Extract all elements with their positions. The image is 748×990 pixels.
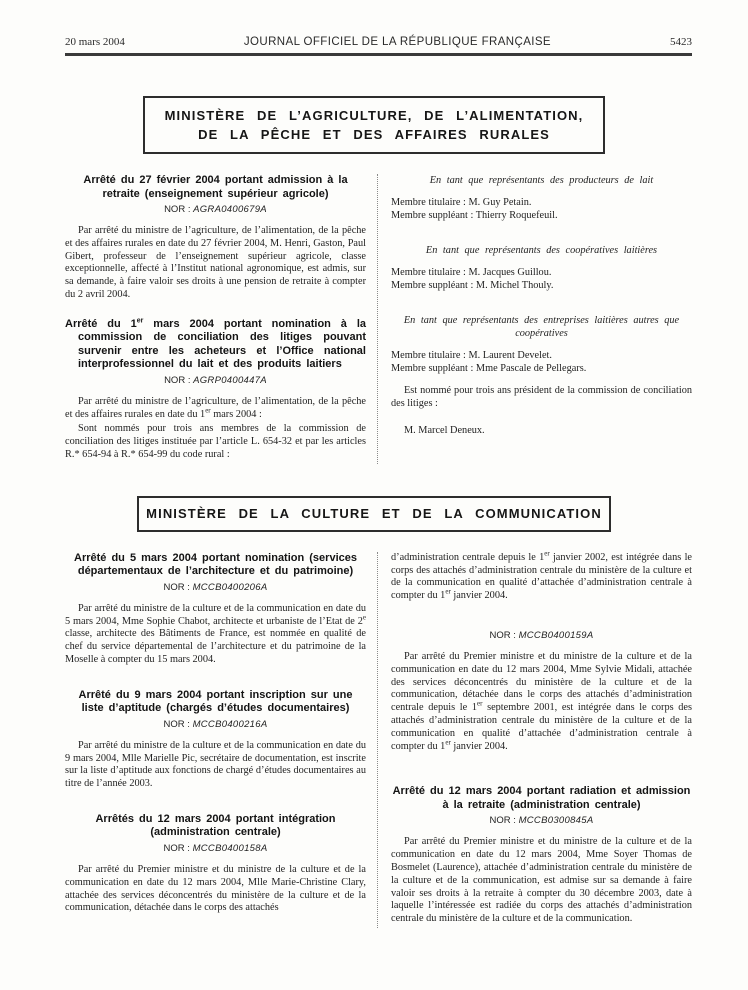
article-paragraph: Par arrêté du Premier ministre et du ministre de la culture et de la communication en date du 12 mars 2004, Mme Soyer Thomas de Bosmelet (Laurence), attachée d’administration centrale du ministère de la culture et de la communication, est admise sur sa demande à faire valoir ses droits à la retraite à compter du 30 décembre 2003, date à laquelle l’intéressée est radiée du corps des attachés d’administration centrale du ministère de la culture et de la communication. <box>391 836 692 925</box>
header-date: 20 mars 2004 <box>65 36 125 48</box>
article-radiation-retraite <box>391 785 692 926</box>
member-titulaire: Membre titulaire : M. Guy Petain. <box>391 197 532 208</box>
group-cooperatives-laitieres <box>391 244 692 292</box>
ministry-header-agriculture: MINISTÈRE DE L’AGRICULTURE, DE L’ALIMENTATION, DE LA PÊCHE ET DES AFFAIRES RURALES <box>143 96 605 154</box>
article-paragraph: Par arrêté du ministre de l’agriculture, de l’alimentation, de la pêche et des affaires rurales en date du 1er mars 2004 : <box>65 395 366 420</box>
header-rule <box>65 53 692 56</box>
journal-masthead: JOURNAL OFFICIEL DE LA RÉPUBLIQUE FRANÇAISE <box>243 36 551 48</box>
group-heading: En tant que représentants des producteurs de lait <box>429 175 654 186</box>
nor-code: MCCB0400158A <box>192 842 268 854</box>
nor-label: NOR : <box>163 581 190 593</box>
ministry-header-culture: MINISTÈRE DE LA CULTURE ET DE LA COMMUNICATION <box>137 496 611 532</box>
column-left <box>65 174 377 464</box>
spacer <box>391 292 692 314</box>
group-heading: En tant que représentants des coopératives laitières <box>425 245 658 256</box>
article-title: Arrêtés du 12 mars 2004 portant intégration (administration centrale) <box>95 812 336 839</box>
member-suppleant: Membre suppléant : Mme Pascale de Pellegars. <box>391 363 587 374</box>
member-titulaire: Membre titulaire : M. Jacques Guillou. <box>391 267 552 278</box>
nor-code: AGRP0400447A <box>193 374 267 386</box>
nor-line <box>65 375 366 387</box>
nor-line <box>65 719 366 731</box>
article-title: Arrêté du 27 février 2004 portant admission à la retraite (enseignement supérieur agricole) <box>83 174 348 200</box>
nor-label: NOR : <box>163 718 190 730</box>
nor-label: NOR : <box>164 374 191 386</box>
nor-line <box>391 815 692 827</box>
article-title: Arrêté du 12 mars 2004 portant radiation et admission à la retraite (administration centrale) <box>392 785 691 811</box>
spacer <box>391 222 692 244</box>
nor-code: MCCB0400159A <box>518 629 594 641</box>
article-title: Arrêté du 5 mars 2004 portant nomination (services départementaux de l’architecture et du patrimoine) <box>74 551 357 578</box>
group-producteurs-lait <box>391 174 692 222</box>
nor-line <box>65 582 366 594</box>
nor-line <box>391 630 692 642</box>
group-heading: En tant que représentants des entreprises laitières autres que coopératives <box>403 315 680 339</box>
article-nomination-sdap <box>65 552 366 667</box>
nor-label: NOR : <box>489 629 516 641</box>
nor-label: NOR : <box>489 815 516 827</box>
page-header <box>65 36 692 48</box>
article-paragraph: Par arrêté du ministre de la culture et de la communication en date du 9 mars 2004, Mlle Marielle Pic, secrétaire de documentation, est inscrite sur la liste d’aptitude aux fonctions de chargé d’études documentaires au titre de l’année 2003. <box>65 739 366 790</box>
section-agriculture <box>65 174 692 464</box>
member-titulaire: Membre titulaire : M. Laurent Develet. <box>391 350 552 361</box>
article-paragraph-continuation: d’administration centrale depuis le 1er janvier 2002, est intégrée dans le corps des attachés d’administration centrale du ministère de la culture et de la communication en qualité d’attachée d’administration centrale à compter du 1er janvier 2004. <box>391 549 692 602</box>
column-left <box>65 552 377 928</box>
section-culture <box>65 549 692 928</box>
article-retraite-agricole <box>65 174 366 302</box>
column-right <box>378 549 692 928</box>
president-closing: Est nommé pour trois ans président de la commission de conciliation des litiges : <box>391 385 692 409</box>
article-paragraph: Par arrêté du Premier ministre et du ministre de la culture et de la communication en date du 12 mars 2004, Mlle Marie-Christine Clary, attachée des services déconcentrés du ministère de la culture et de la communication, détachée dans le corps des attachés <box>65 863 366 914</box>
nor-code: MCCB0300845A <box>518 815 594 827</box>
article-paragraph: Par arrêté du ministre de l’agriculture, de l’alimentation, de la pêche et des affaires rurales en date du 27 février 2004, M. Henri, Gaston, Paul Gibert, professeur de l’enseignement supérieur agricole, classe exceptionnelle, affecté à l’Institut national agronomique, est admis, sur sa demande, à faire valoir ses droits à une pension de retraite à compter du 2 avril 2004. <box>65 225 366 300</box>
article-title: Arrêté du 9 mars 2004 portant inscription sur une liste d’aptitude (chargés d’études documentaires) <box>78 688 353 715</box>
nor-label: NOR : <box>163 842 190 854</box>
article-nomination-commission <box>65 318 366 462</box>
member-suppleant: Membre suppléant : M. Michel Thouly. <box>391 280 554 291</box>
article-liste-aptitude <box>65 689 366 791</box>
spacer <box>391 605 692 627</box>
nor-line <box>65 843 366 855</box>
article-integration <box>65 813 366 915</box>
page-number: 5423 <box>670 36 692 48</box>
president-name: M. Marcel Deneux. <box>404 424 485 436</box>
spacer <box>391 375 692 385</box>
member-suppleant: Membre suppléant : Thierry Roquefeuil. <box>391 210 558 221</box>
nor-code: MCCB0400216A <box>192 718 268 730</box>
article-paragraph: Sont nommés pour trois ans membres de la commission de conciliation des litiges instituée par l’article L. 654-32 et par les articles R.* 654-94 à R.* 654-99 du code rural : <box>65 423 366 460</box>
article-title: Arrêté du 1er mars 2004 portant nomination à la commission de conciliation des litiges pouvant survenir entre les acheteurs et l’Office national interprofessionnel du lait et des produits laitiers <box>65 317 366 371</box>
article-paragraph: Par arrêté du Premier ministre et du ministre de la culture et de la communication en date du 12 mars 2004, Mme Sylvie Midali, attachée des services déconcentrés du ministère de la culture et de la communication, détachée dans le corps des attachés d’administration centrale depuis le 1er septembre 2001, est intégrée dans le corps des attachés d’administration centrale du ministère de la culture et de la communication en qualité d’attachée d’administration centrale à compter du 1er janvier 2004. <box>391 650 692 752</box>
nor-label: NOR : <box>164 204 191 215</box>
spacer <box>391 755 692 785</box>
nor-code: MCCB0400206A <box>192 581 268 593</box>
article-paragraph: Par arrêté du ministre de la culture et de la communication en date du 5 mars 2004, Mme Sophie Chabot, architecte et urbaniste de l’Etat de 2e classe, architecte des Bâtiments de France, est nommée en qualité de chef du service départemental de l’architecture et du patrimoine de la Moselle à compter du 15 mars 2004. <box>65 602 366 665</box>
column-right <box>378 174 692 464</box>
nor-line <box>65 204 366 216</box>
group-entreprises-laitieres <box>391 314 692 375</box>
nor-code: AGRA0400679A <box>193 204 267 215</box>
